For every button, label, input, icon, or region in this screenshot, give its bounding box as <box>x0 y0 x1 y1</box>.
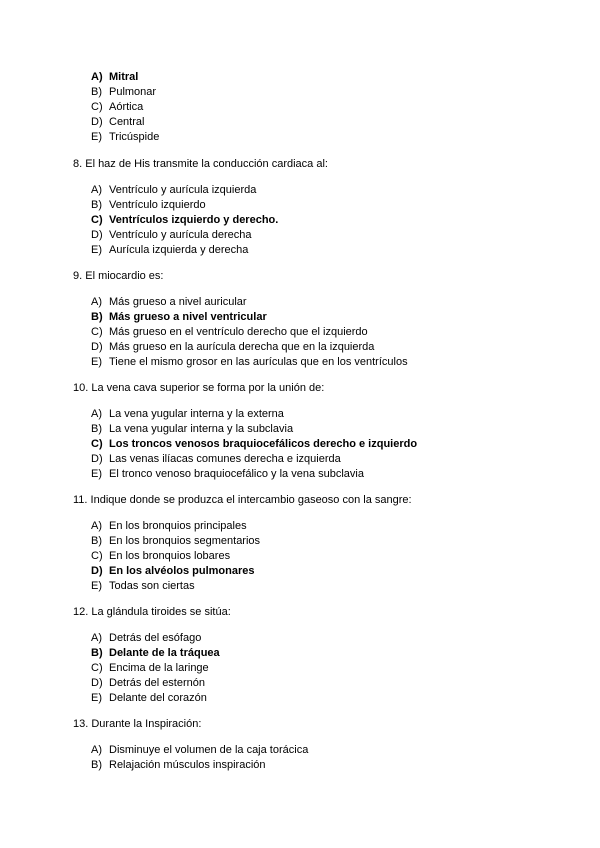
q11-title: 11. Indique donde se produzca el intercambio gaseoso con la sangre: <box>73 494 412 506</box>
q9-option-a: A) Más grueso a nivel auricular <box>91 296 247 308</box>
q10-option-c: C) Los troncos venosos braquiocefálicos derecho e izquierdo <box>91 438 418 450</box>
q11-option-a: A) En los bronquios principales <box>91 520 247 532</box>
q13-title: 13. Durante la Inspiración: <box>73 718 202 730</box>
q9-options <box>91 295 408 370</box>
q10-option-a: A) La vena yugular interna y la externa <box>91 408 284 420</box>
q10-option-d: D) Las venas ilíacas comunes derecha e izquierda <box>91 453 341 465</box>
q8-option-c: C) Ventrículos izquierdo y derecho. <box>91 214 279 226</box>
q9-option-e: E) Tiene el mismo grosor en las aurículas que en los ventrículos <box>91 356 408 368</box>
q11-option-e: E) Todas son ciertas <box>91 580 195 592</box>
q12-title: 12. La glándula tiroides se sitúa: <box>73 606 231 618</box>
q12-option-b: B) Delante de la tráquea <box>91 647 220 659</box>
q7-option-c: C) Aórtica <box>91 101 144 113</box>
q12-option-c: C) Encima de la laringe <box>91 662 209 674</box>
q8-option-a: A) Ventrículo y aurícula izquierda <box>91 184 257 196</box>
q8-options <box>91 183 278 258</box>
q8-title: 8. El haz de His transmite la conducción cardiaca al: <box>73 158 328 170</box>
q7-options <box>91 70 159 145</box>
q12-option-d: D) Detrás del esternón <box>91 677 205 689</box>
q8-option-e: E) Aurícula izquierda y derecha <box>91 244 249 256</box>
q12-options <box>91 631 220 706</box>
q13-option-b: B) Relajación músculos inspiración <box>91 759 266 771</box>
q10-option-e: E) El tronco venoso braquiocefálico y la vena subclavia <box>91 468 364 480</box>
q11-option-c: C) En los bronquios lobares <box>91 550 231 562</box>
q8-option-d: D) Ventrículo y aurícula derecha <box>91 229 252 241</box>
q10-title: 10. La vena cava superior se forma por la unión de: <box>73 382 325 394</box>
q10-option-b: B) La vena yugular interna y la subclavia <box>91 423 294 435</box>
q8-option-b: B) Ventrículo izquierdo <box>91 199 206 211</box>
q11-option-b: B) En los bronquios segmentarios <box>91 535 261 547</box>
q9-option-c: C) Más grueso en el ventrículo derecho que el izquierdo <box>91 326 368 338</box>
q9-option-b: B) Más grueso a nivel ventricular <box>91 311 267 323</box>
q10-options <box>91 407 417 482</box>
q7-option-d: D) Central <box>91 116 145 128</box>
q12-option-a: A) Detrás del esófago <box>91 632 202 644</box>
q7-option-b: B) Pulmonar <box>91 86 157 98</box>
q12-option-e: E) Delante del corazón <box>91 692 207 704</box>
q9-title: 9. El miocardio es: <box>73 270 164 282</box>
q13-options <box>91 743 308 773</box>
q7-option-a: A) Mitral <box>91 71 139 83</box>
q13-option-a: A) Disminuye el volumen de la caja torácica <box>91 744 309 756</box>
q9-option-d: D) Más grueso en la aurícula derecha que en la izquierda <box>91 341 375 353</box>
q11-option-d: D) En los alvéolos pulmonares <box>91 565 255 577</box>
q7-option-e: E) Tricúspide <box>91 131 160 143</box>
q11-options <box>91 519 260 594</box>
